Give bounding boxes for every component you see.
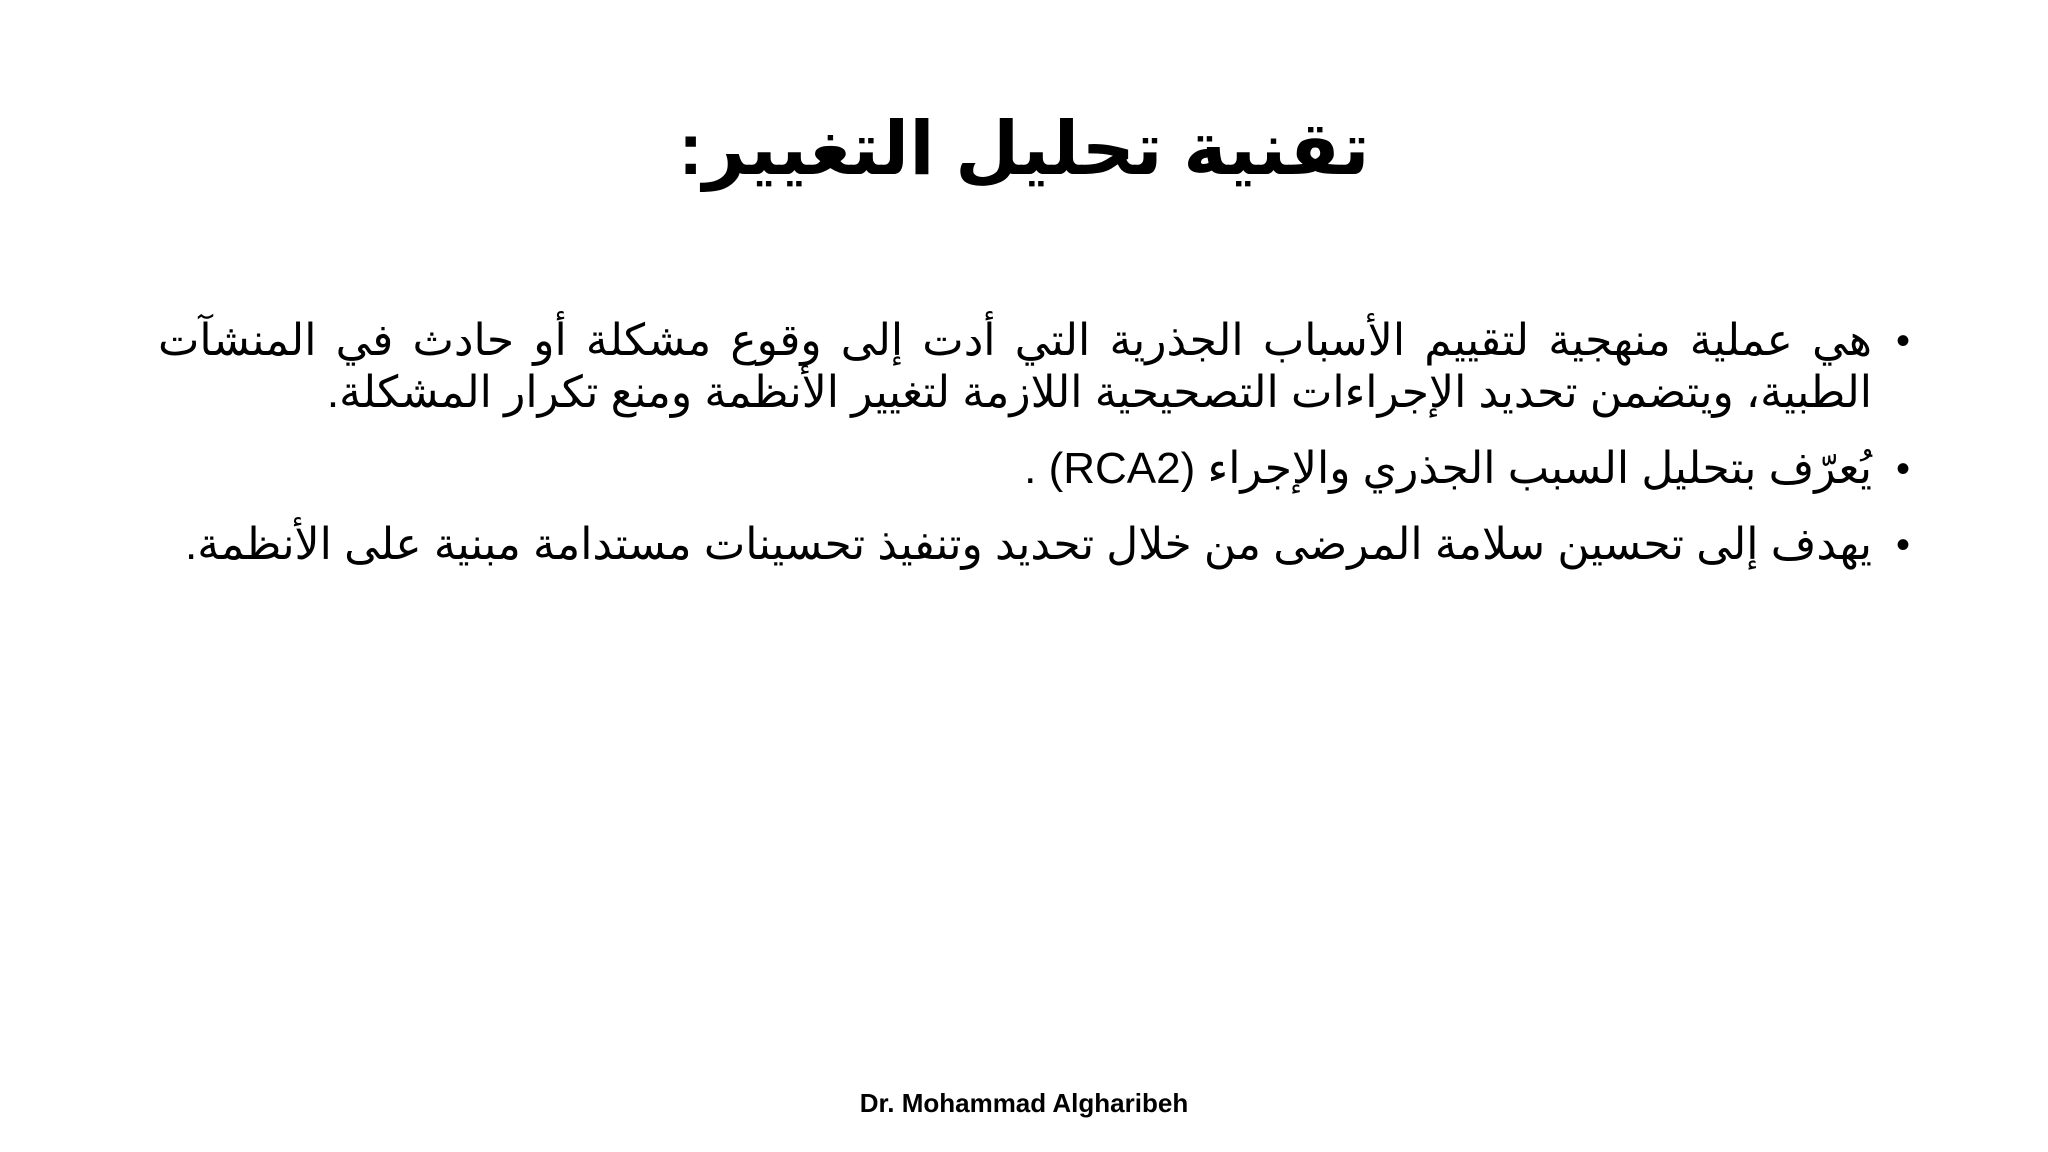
bullet-text: يهدف إلى تحسين سلامة المرضى من خلال تحديد وتنفيذ تحسينات مستدامة مبنية على الأنظمة. bbox=[184, 520, 1872, 569]
footer-author: Dr. Mohammad Algharibeh bbox=[859, 1088, 1189, 1118]
bullet-item bbox=[158, 519, 1910, 571]
bullet-marker: • bbox=[1895, 523, 1910, 567]
slide-title: تقنية تحليل التغيير: bbox=[678, 107, 1370, 190]
bullet-text: هي عملية منهجية لتقييم الأسباب الجذرية التي أدت إلى وقوع مشكلة أو حادث في المنشآت الطبية، ويتضمن تحديد الإجراءات التصحيحية اللازمة لتغيير الأنظمة ومنع تكرار المشكلة. bbox=[158, 316, 1872, 417]
bullet-item bbox=[158, 315, 1910, 419]
bullet-marker: • bbox=[1895, 447, 1910, 491]
bullet-list bbox=[158, 315, 1910, 595]
bullet-marker: • bbox=[1895, 319, 1910, 363]
bullet-item bbox=[158, 443, 1910, 495]
bullet-text: يُعرّف بتحليل السبب الجذري والإجراء (RCA2) . bbox=[1024, 444, 1872, 493]
